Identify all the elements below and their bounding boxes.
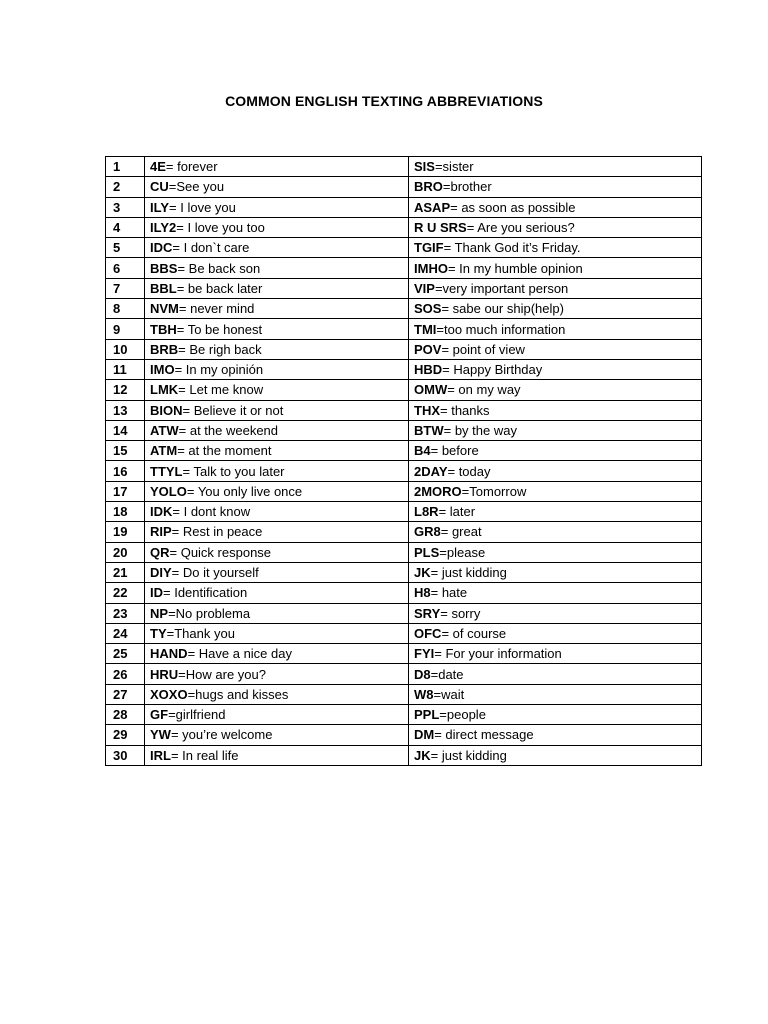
right-abbreviation: VIP <box>414 280 435 296</box>
right-definition: = direct message <box>434 727 534 743</box>
left-definition: = Rest in peace <box>171 524 263 540</box>
abbreviations-table <box>105 156 702 766</box>
row-number: 20 <box>106 542 145 562</box>
right-entry <box>409 745 702 765</box>
right-entry <box>409 217 702 237</box>
table-row <box>106 583 702 603</box>
left-entry <box>145 583 409 603</box>
right-definition: = Happy Birthday <box>442 362 543 378</box>
right-definition: = Are you serious? <box>466 220 575 236</box>
row-number: 12 <box>106 380 145 400</box>
right-abbreviation: OMW <box>414 382 448 398</box>
right-abbreviation: TGIF <box>414 240 444 256</box>
left-entry <box>145 725 409 745</box>
table-row <box>106 217 702 237</box>
left-abbreviation: ATW <box>150 423 179 438</box>
left-abbreviation: BION <box>150 402 183 418</box>
row-number: 14 <box>106 420 145 440</box>
right-definition: = In my humble opinion <box>447 260 583 276</box>
row-number: 18 <box>106 502 145 522</box>
right-abbreviation: TMI <box>414 321 437 337</box>
left-abbreviation: IRL <box>150 747 171 763</box>
row-number: 6 <box>106 258 145 278</box>
left-definition: = at the weekend <box>178 423 279 438</box>
right-entry <box>409 380 702 400</box>
left-entry <box>145 562 409 582</box>
right-abbreviation: H8 <box>414 585 431 601</box>
left-entry <box>145 319 409 339</box>
right-abbreviation: W8 <box>414 686 434 702</box>
left-entry <box>145 684 409 704</box>
row-number: 13 <box>106 400 145 420</box>
right-definition: =wait <box>433 686 465 702</box>
left-definition: = Quick response <box>169 544 272 560</box>
left-entry <box>145 623 409 643</box>
table-row <box>106 664 702 684</box>
right-definition: = just kidding <box>430 747 507 763</box>
left-entry <box>145 380 409 400</box>
right-entry <box>409 461 702 481</box>
right-entry <box>409 644 702 664</box>
table-row <box>106 705 702 725</box>
right-definition: =very important person <box>434 280 569 296</box>
right-abbreviation: SIS <box>414 159 435 175</box>
left-definition: = Talk to you later <box>182 463 285 479</box>
right-abbreviation: ASAP <box>414 199 451 215</box>
left-abbreviation: LMK <box>150 382 179 398</box>
right-abbreviation: OFC <box>414 625 442 641</box>
left-abbreviation: CU <box>150 179 169 195</box>
left-definition: = Do it yourself <box>171 565 259 581</box>
right-abbreviation: L8R <box>414 504 439 520</box>
left-definition: =No problema <box>168 605 251 621</box>
right-entry <box>409 278 702 298</box>
left-entry <box>145 359 409 379</box>
row-number: 15 <box>106 441 145 461</box>
right-entry <box>409 177 702 197</box>
right-abbreviation: DM <box>414 727 435 743</box>
table-row <box>106 745 702 765</box>
right-definition: = hate <box>430 585 468 601</box>
right-abbreviation: R U SRS <box>414 220 467 236</box>
row-number: 16 <box>106 461 145 481</box>
left-definition: =See you <box>168 179 225 195</box>
left-definition: =How are you? <box>178 666 266 682</box>
left-definition: = I love you <box>169 199 236 215</box>
right-abbreviation: 2DAY <box>414 463 448 479</box>
table-row <box>106 461 702 481</box>
table-row <box>106 157 702 177</box>
table-row <box>106 441 702 461</box>
right-definition: = Thank God it’s Friday. <box>443 240 581 256</box>
right-definition: =please <box>439 544 486 560</box>
left-abbreviation: IDK <box>150 504 173 520</box>
row-number: 19 <box>106 522 145 542</box>
right-entry <box>409 359 702 379</box>
row-number: 10 <box>106 339 145 359</box>
table-row <box>106 197 702 217</box>
right-definition: = point of view <box>441 341 525 357</box>
table-row <box>106 603 702 623</box>
table-row <box>106 725 702 745</box>
right-abbreviation: D8 <box>414 666 431 682</box>
row-number: 7 <box>106 278 145 298</box>
table-row <box>106 359 702 379</box>
right-definition: = by the way <box>443 423 517 438</box>
left-abbreviation: QR <box>150 544 170 560</box>
right-definition: = thanks <box>440 402 490 418</box>
row-number: 27 <box>106 684 145 704</box>
right-abbreviation: BTW <box>414 423 444 438</box>
left-entry <box>145 664 409 684</box>
row-number: 22 <box>106 583 145 603</box>
table-row <box>106 481 702 501</box>
left-abbreviation: NVM <box>150 301 179 317</box>
table-row <box>106 319 702 339</box>
right-abbreviation: SRY <box>414 605 441 621</box>
right-entry <box>409 542 702 562</box>
left-definition: = Be back son <box>177 260 261 276</box>
right-abbreviation: PPL <box>414 707 440 723</box>
table-row <box>106 502 702 522</box>
row-number: 21 <box>106 562 145 582</box>
table-row <box>106 278 702 298</box>
left-entry <box>145 177 409 197</box>
row-number: 9 <box>106 319 145 339</box>
row-number: 1 <box>106 157 145 177</box>
row-number: 29 <box>106 725 145 745</box>
left-definition: = Have a nice day <box>187 646 292 662</box>
table-row <box>106 623 702 643</box>
left-entry <box>145 644 409 664</box>
table-row <box>106 177 702 197</box>
left-abbreviation: ILY2 <box>150 220 177 236</box>
right-definition: =people <box>439 707 486 723</box>
right-entry <box>409 725 702 745</box>
right-definition: =sister <box>434 159 474 175</box>
right-entry <box>409 623 702 643</box>
right-abbreviation: JK <box>414 747 431 763</box>
left-abbreviation: TBH <box>150 321 177 337</box>
left-abbreviation: ID <box>150 585 163 601</box>
left-definition: = I dont know <box>172 504 251 520</box>
right-abbreviation: PLS <box>414 544 440 560</box>
left-abbreviation: HRU <box>150 666 179 682</box>
left-abbreviation: BRB <box>150 341 179 357</box>
right-abbreviation: BRO <box>414 179 443 195</box>
left-entry <box>145 542 409 562</box>
left-definition: = never mind <box>178 301 255 317</box>
document-title: COMMON ENGLISH TEXTING ABBREVIATIONS <box>225 93 543 109</box>
left-abbreviation: TY <box>150 625 167 641</box>
left-abbreviation: 4E <box>150 159 166 175</box>
right-definition: = before <box>430 443 479 459</box>
left-entry <box>145 603 409 623</box>
right-entry <box>409 522 702 542</box>
left-entry <box>145 705 409 725</box>
left-entry <box>145 481 409 501</box>
left-entry <box>145 420 409 440</box>
left-abbreviation: IMO <box>150 362 175 378</box>
right-entry <box>409 299 702 319</box>
row-number: 26 <box>106 664 145 684</box>
row-number: 24 <box>106 623 145 643</box>
left-definition: = I don`t care <box>172 240 250 256</box>
right-entry <box>409 664 702 684</box>
right-definition: = For your information <box>434 646 562 662</box>
right-definition: = great <box>440 524 482 540</box>
left-definition: = Be righ back <box>178 341 262 357</box>
left-definition: =girlfriend <box>168 707 226 723</box>
right-abbreviation: THX <box>414 402 440 418</box>
left-definition: = at the moment <box>177 443 272 459</box>
left-entry <box>145 461 409 481</box>
left-definition: =hugs and kisses <box>187 686 289 702</box>
row-number: 17 <box>106 481 145 501</box>
left-abbreviation: HAND <box>150 646 188 662</box>
table-row <box>106 522 702 542</box>
right-entry <box>409 400 702 420</box>
left-abbreviation: ILY <box>150 199 170 215</box>
left-entry <box>145 441 409 461</box>
row-number: 30 <box>106 745 145 765</box>
right-definition: = on my way <box>447 382 521 398</box>
right-definition: = of course <box>441 625 507 641</box>
right-abbreviation: GR8 <box>414 524 441 540</box>
left-entry <box>145 278 409 298</box>
table-row <box>106 339 702 359</box>
left-abbreviation: IDC <box>150 240 173 256</box>
right-definition: = today <box>447 463 491 479</box>
right-entry <box>409 684 702 704</box>
right-entry <box>409 157 702 177</box>
right-abbreviation: JK <box>414 565 431 581</box>
right-definition: = as soon as possible <box>450 199 576 215</box>
right-entry <box>409 562 702 582</box>
right-definition: = sorry <box>440 605 481 621</box>
left-abbreviation: YW <box>150 727 171 743</box>
left-abbreviation: DIY <box>150 565 172 581</box>
right-definition: =Tomorrow <box>461 483 527 499</box>
right-abbreviation: FYI <box>414 646 435 662</box>
left-definition: = To be honest <box>176 321 263 337</box>
row-number: 3 <box>106 197 145 217</box>
left-entry <box>145 197 409 217</box>
right-entry <box>409 583 702 603</box>
left-definition: = be back later <box>176 280 263 296</box>
left-entry <box>145 299 409 319</box>
left-abbreviation: ATM <box>150 443 178 459</box>
table-row <box>106 238 702 258</box>
row-number: 25 <box>106 644 145 664</box>
left-entry <box>145 238 409 258</box>
left-entry <box>145 339 409 359</box>
row-number: 11 <box>106 359 145 379</box>
left-definition: = In my opinión <box>174 362 264 378</box>
table-row <box>106 420 702 440</box>
left-entry <box>145 522 409 542</box>
left-definition: = In real life <box>170 747 239 763</box>
left-entry <box>145 745 409 765</box>
left-abbreviation: RIP <box>150 524 172 540</box>
right-entry <box>409 705 702 725</box>
right-entry <box>409 258 702 278</box>
table-row <box>106 380 702 400</box>
right-entry <box>409 319 702 339</box>
table-row <box>106 644 702 664</box>
table-row <box>106 400 702 420</box>
left-abbreviation: BBL <box>150 280 177 296</box>
right-definition: = sabe our ship(help) <box>441 301 564 317</box>
right-entry <box>409 197 702 217</box>
table-row <box>106 562 702 582</box>
left-abbreviation: TTYL <box>150 463 183 479</box>
right-abbreviation: 2MORO <box>414 483 462 499</box>
left-abbreviation: YOLO <box>150 483 187 499</box>
left-entry <box>145 157 409 177</box>
left-entry <box>145 502 409 522</box>
left-entry <box>145 258 409 278</box>
left-definition: =Thank you <box>166 625 235 641</box>
left-definition: = forever <box>165 159 218 175</box>
right-definition: =brother <box>442 179 492 195</box>
right-definition: = just kidding <box>430 565 507 581</box>
left-entry <box>145 217 409 237</box>
row-number: 23 <box>106 603 145 623</box>
table-row <box>106 258 702 278</box>
left-definition: = Identification <box>163 585 248 601</box>
right-entry <box>409 339 702 359</box>
left-definition: = I love you too <box>176 220 265 236</box>
left-definition: = You only live once <box>186 483 303 499</box>
left-definition: = you’re welcome <box>170 727 273 743</box>
left-abbreviation: XOXO <box>150 686 188 702</box>
row-number: 8 <box>106 299 145 319</box>
left-abbreviation: BBS <box>150 260 178 276</box>
table-row <box>106 542 702 562</box>
right-abbreviation: POV <box>414 341 442 357</box>
table-row <box>106 684 702 704</box>
row-number: 28 <box>106 705 145 725</box>
right-entry <box>409 238 702 258</box>
right-abbreviation: HBD <box>414 362 443 378</box>
right-definition: =too much information <box>436 321 566 337</box>
right-entry <box>409 441 702 461</box>
right-entry <box>409 502 702 522</box>
right-abbreviation: IMHO <box>414 260 448 276</box>
right-entry <box>409 420 702 440</box>
row-number: 4 <box>106 217 145 237</box>
right-definition: =date <box>430 666 464 682</box>
row-number: 2 <box>106 177 145 197</box>
right-entry <box>409 603 702 623</box>
left-entry <box>145 400 409 420</box>
row-number: 5 <box>106 238 145 258</box>
right-definition: = later <box>438 504 476 520</box>
left-definition: = Believe it or not <box>182 402 284 418</box>
left-abbreviation: GF <box>150 707 169 723</box>
right-abbreviation: SOS <box>414 301 442 317</box>
left-definition: = Let me know <box>178 382 264 398</box>
abbreviations-table-body <box>106 157 702 766</box>
right-entry <box>409 481 702 501</box>
left-abbreviation: NP <box>150 605 169 621</box>
table-row <box>106 299 702 319</box>
right-abbreviation: B4 <box>414 443 431 459</box>
